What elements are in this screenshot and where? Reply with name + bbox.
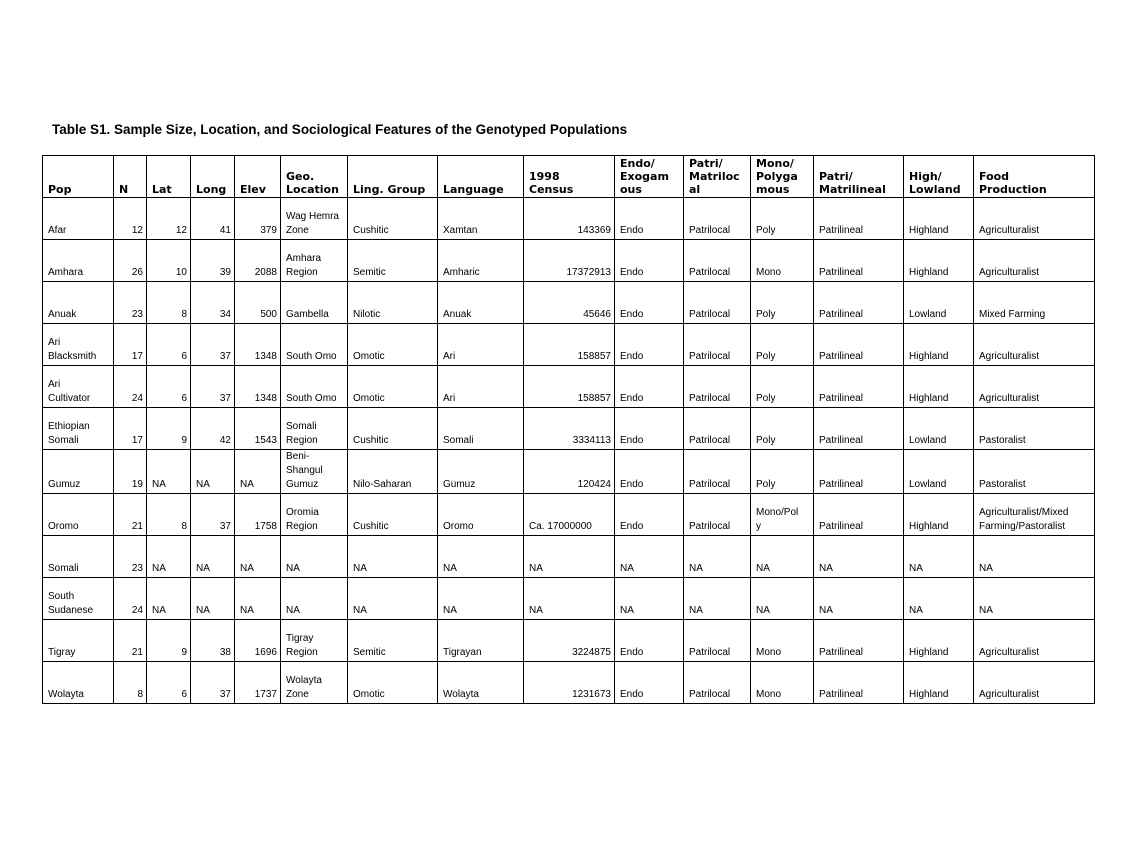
table-cell: Endo [615,198,684,240]
table-cell: 37 [191,324,235,366]
table-cell: NA [615,578,684,620]
table-cell: Patrilineal [814,662,904,704]
table-cell: 379 [235,198,281,240]
table-cell: NA [814,578,904,620]
column-header-10: Patri/ Matriloc al [684,156,751,198]
table-cell: Patrilineal [814,494,904,536]
table-cell: NA [751,536,814,578]
table-cell: 42 [191,408,235,450]
table-cell: Poly [751,366,814,408]
table-cell: Endo [615,494,684,536]
table-cell: Oromo [438,494,524,536]
table-cell: South Omo [281,324,348,366]
table-cell: NA [281,536,348,578]
table-cell: Highland [904,366,974,408]
table-row [43,324,1095,366]
table-cell: NA [615,536,684,578]
table-cell: Cushitic [348,408,438,450]
table-cell: Omotic [348,324,438,366]
table-cell: Agriculturalist [974,240,1095,282]
table-cell: Ari Cultivator [43,366,114,408]
table-cell: NA [438,536,524,578]
table-cell: Endo [615,408,684,450]
table-cell: NA [147,578,191,620]
table-row [43,620,1095,662]
table-cell: Highland [904,198,974,240]
table-cell: South Sudanese [43,578,114,620]
table-cell: Cushitic [348,198,438,240]
table-cell: NA [348,578,438,620]
table-cell: Mono/Pol y [751,494,814,536]
table-cell: 21 [114,494,147,536]
table-cell: 9 [147,408,191,450]
table-cell: Patrilocal [684,366,751,408]
table-cell: 12 [114,198,147,240]
table-cell: NA [147,536,191,578]
table-cell: Patrilineal [814,408,904,450]
table-cell: NA [904,578,974,620]
table-cell: 500 [235,282,281,324]
column-header-2: Lat [147,156,191,198]
table-cell: Highland [904,662,974,704]
table-cell: NA [348,536,438,578]
table-cell: NA [524,578,615,620]
table-cell: Somali [438,408,524,450]
table-cell: Endo [615,324,684,366]
table-cell: Lowland [904,408,974,450]
table-cell: Highland [904,240,974,282]
table-cell: Tigrayan [438,620,524,662]
table-row [43,662,1095,704]
table-cell: Mono [751,662,814,704]
column-header-7: Language [438,156,524,198]
table-cell: 17372913 [524,240,615,282]
table-cell: Lowland [904,450,974,494]
table-cell: Patrilocal [684,324,751,366]
table-cell: 37 [191,366,235,408]
table-row [43,240,1095,282]
table-row [43,536,1095,578]
column-header-8: 1998 Census [524,156,615,198]
table-cell: Poly [751,408,814,450]
table-cell: 24 [114,578,147,620]
table-cell: Patrilocal [684,494,751,536]
table-cell: Ethiopian Somali [43,408,114,450]
table-cell: Patrilocal [684,620,751,662]
table-cell: Ari [438,324,524,366]
table-cell: Highland [904,494,974,536]
table-cell: NA [235,450,281,494]
table-cell: 2088 [235,240,281,282]
table-cell: Patrilineal [814,620,904,662]
table-cell: Gumuz [438,450,524,494]
table-cell: 34 [191,282,235,324]
table-cell: Pastoralist [974,450,1095,494]
table-cell: Amhara [43,240,114,282]
table-row [43,578,1095,620]
table-cell: 8 [114,662,147,704]
table-cell: Patrilineal [814,324,904,366]
table-cell: 24 [114,366,147,408]
table-cell: Patrilocal [684,408,751,450]
table-cell: Endo [615,450,684,494]
table-cell: 21 [114,620,147,662]
column-header-1: N [114,156,147,198]
table-cell: Poly [751,198,814,240]
table-cell: Agriculturalist [974,620,1095,662]
table-cell: Patrilocal [684,450,751,494]
column-header-9: Endo/ Exogam ous [615,156,684,198]
table-cell: Ari Blacksmith [43,324,114,366]
table-cell: 158857 [524,324,615,366]
table-cell: Afar [43,198,114,240]
table-cell: Nilo-Saharan [348,450,438,494]
table-cell: 17 [114,324,147,366]
table-row [43,408,1095,450]
table-cell: Xamtan [438,198,524,240]
table-cell: NA [281,578,348,620]
table-cell: NA [235,536,281,578]
table-cell: Poly [751,324,814,366]
table-cell: Agriculturalist [974,366,1095,408]
table-cell: 17 [114,408,147,450]
table-cell: 143369 [524,198,615,240]
table-cell: Gambella [281,282,348,324]
table-cell: Omotic [348,366,438,408]
table-cell: Gumuz [43,450,114,494]
table-cell: 9 [147,620,191,662]
table-cell: NA [684,578,751,620]
table-cell: NA [524,536,615,578]
table-cell: Patrilocal [684,240,751,282]
table-cell: Mono [751,620,814,662]
table-cell: Ca. 17000000 [524,494,615,536]
table-cell: Endo [615,366,684,408]
table-cell: NA [191,578,235,620]
header-row [43,156,1095,198]
table-cell: Tigray Region [281,620,348,662]
table-cell: 3224875 [524,620,615,662]
table-cell: Beni- Shangul Gumuz [281,450,348,494]
table-cell: Poly [751,282,814,324]
table-cell: Wag Hemra Zone [281,198,348,240]
table-cell: 1348 [235,366,281,408]
column-header-0: Pop [43,156,114,198]
table-cell: 19 [114,450,147,494]
table-body [43,198,1095,704]
table-cell: Patrilineal [814,450,904,494]
table-cell: Nilotic [348,282,438,324]
column-header-11: Mono/ Polyga mous [751,156,814,198]
table-cell: NA [235,578,281,620]
column-header-4: Elev [235,156,281,198]
table-cell: Wolayta Zone [281,662,348,704]
table-cell: Patrilineal [814,240,904,282]
column-header-5: Geo. Location [281,156,348,198]
table-cell: Patrilocal [684,662,751,704]
table-cell: 8 [147,282,191,324]
table-cell: Endo [615,662,684,704]
table-cell: NA [814,536,904,578]
table-cell: 1696 [235,620,281,662]
table-cell: Patrilineal [814,282,904,324]
table-cell: Mono [751,240,814,282]
table-cell: Mixed Farming [974,282,1095,324]
table-cell: Highland [904,324,974,366]
table-cell: 12 [147,198,191,240]
table-cell: 120424 [524,450,615,494]
table-cell: 37 [191,494,235,536]
table-cell: 1543 [235,408,281,450]
table-cell: Patrilocal [684,198,751,240]
table-cell: 1737 [235,662,281,704]
table-cell: NA [147,450,191,494]
table-cell: 1348 [235,324,281,366]
table-cell: NA [438,578,524,620]
table-cell: 158857 [524,366,615,408]
table-cell: 38 [191,620,235,662]
table-row [43,366,1095,408]
table-cell: 6 [147,324,191,366]
table-cell: Patrilocal [684,282,751,324]
table-row [43,450,1095,494]
table-cell: 6 [147,662,191,704]
table-cell: Wolayta [43,662,114,704]
table-cell: Cushitic [348,494,438,536]
table-cell: Anuak [43,282,114,324]
table-cell: 10 [147,240,191,282]
table-cell: NA [751,578,814,620]
table-cell: 41 [191,198,235,240]
table-cell: 45646 [524,282,615,324]
table-cell: Patrilineal [814,198,904,240]
table-cell: 23 [114,536,147,578]
table-cell: Pastoralist [974,408,1095,450]
table-cell: Amharic [438,240,524,282]
table-cell: Ari [438,366,524,408]
table-cell: 39 [191,240,235,282]
table-cell: 8 [147,494,191,536]
table-cell: NA [974,578,1095,620]
table-cell: 26 [114,240,147,282]
table-cell: Omotic [348,662,438,704]
table-cell: Oromia Region [281,494,348,536]
table-cell: 3334113 [524,408,615,450]
table-cell: Agriculturalist/Mixed Farming/Pastoralist [974,494,1095,536]
table-cell: 1231673 [524,662,615,704]
table-cell: South Omo [281,366,348,408]
table-cell: Poly [751,450,814,494]
table-cell: Agriculturalist [974,324,1095,366]
table-cell: Patrilineal [814,366,904,408]
table-cell: Oromo [43,494,114,536]
populations-table [42,155,1095,704]
table-cell: Endo [615,282,684,324]
table-cell: Endo [615,620,684,662]
column-header-3: Long [191,156,235,198]
table-cell: Tigray [43,620,114,662]
table-cell: Semitic [348,240,438,282]
table-cell: NA [191,536,235,578]
table-cell: NA [904,536,974,578]
table-cell: Agriculturalist [974,198,1095,240]
table-cell: Highland [904,620,974,662]
table-cell: Amhara Region [281,240,348,282]
table-cell: Somali [43,536,114,578]
table-cell: NA [974,536,1095,578]
table-cell: 23 [114,282,147,324]
table-cell: Somali Region [281,408,348,450]
table-row [43,282,1095,324]
column-header-6: Ling. Group [348,156,438,198]
table-row [43,198,1095,240]
table-cell: Agriculturalist [974,662,1095,704]
column-header-13: High/ Lowland [904,156,974,198]
table-cell: Semitic [348,620,438,662]
table-cell: 6 [147,366,191,408]
table-cell: Endo [615,240,684,282]
table-cell: 37 [191,662,235,704]
table-cell: Anuak [438,282,524,324]
table-cell: 1758 [235,494,281,536]
table-title: Table S1. Sample Size, Location, and Sociological Features of the Genotyped Populations [52,122,628,137]
table-row [43,494,1095,536]
table-cell: Wolayta [438,662,524,704]
column-header-14: Food Production [974,156,1095,198]
column-header-12: Patri/ Matrilineal [814,156,904,198]
table-cell: Lowland [904,282,974,324]
table-cell: NA [684,536,751,578]
table-cell: NA [191,450,235,494]
